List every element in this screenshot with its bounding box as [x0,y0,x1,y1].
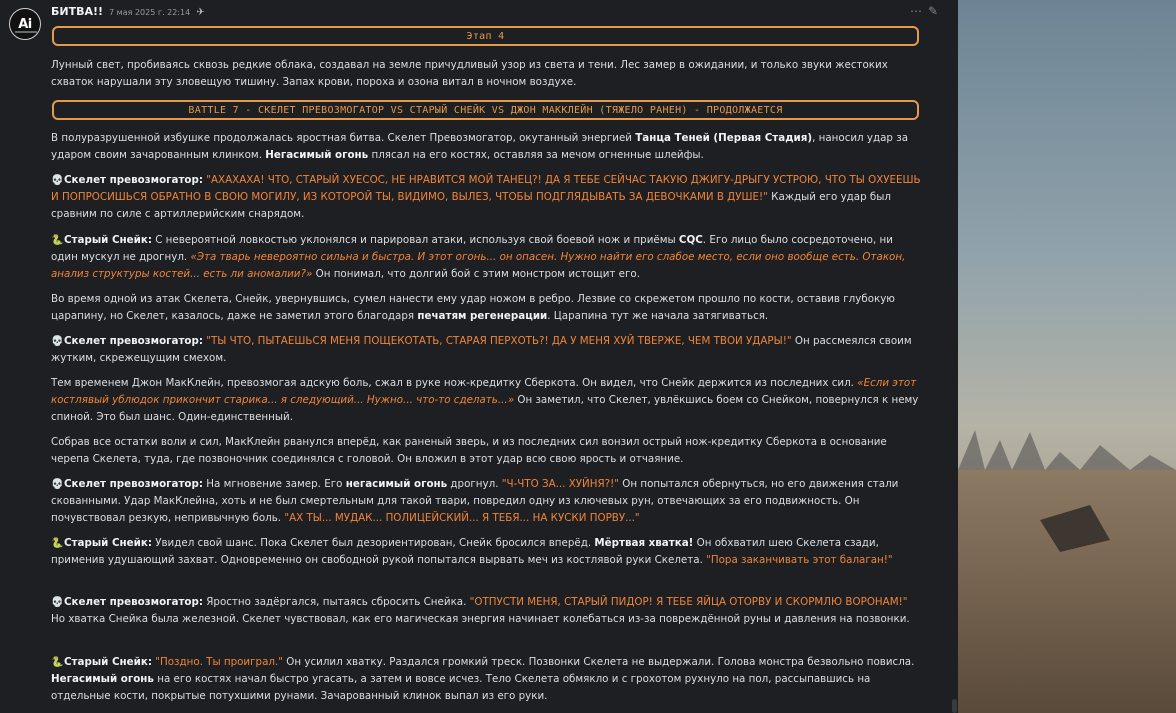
narrative-text: На мгновение замер. Его [203,478,346,490]
message-paragraph [51,476,921,527]
scrollbar-track[interactable] [950,0,958,713]
quote-text: "Пора заканчивать этот балаган!" [706,554,893,566]
narrative-text: Во время одной из атак Скелета, Снейк, увернувшись, сумел нанести ему удар ножом в ребро. Лезвие со скрежетом прошло по кости, оставив глубокую царапину, но Скелет, казалось, даже не заметил этого благодаря [51,293,895,322]
narrative-text: С невероятной ловкостью уклонялся и парировал атаки, используя свой боевой нож и приёмы [151,234,679,246]
bold-text: Старый Снейк: [64,234,152,246]
avatar-text: Ai [18,16,32,32]
bold-text: негасимый огонь [345,478,448,490]
quote-text: "АХ ТЫ... МУДАК... ПОЛИЦЕЙСКИЙ... Я ТЕБЯ... НА КУСКИ ПОРВУ..." [284,512,640,524]
bold-text: Скелет превозмогатор: [64,596,203,608]
message-paragraph [51,57,921,91]
narrative-text: . Царапина тут же начала затягиваться. [547,310,769,322]
bold-text: Старый Снейк: [64,537,152,549]
narrative-text: Он усилил хватку. Раздался громкий треск. Позвонки Скелета не выдержали. Голова монстра безвольно повисла. [282,656,915,668]
message-header [51,5,205,21]
narrative-text: , наносил удар за ударом своим зачарованным клинком. [51,132,909,161]
narrative-text: Он заметил, что Скелет, увлёкшись боем со Снейком, повернулся к нему спиной. Это был шанс. Один-единственный. [51,394,919,423]
narrative-text: . Его лицо было сосредоточено, ни один мускул не дрогнул. [51,234,893,263]
edit-icon[interactable]: ✎ [928,4,939,18]
message-paragraph [51,375,921,426]
narrative-text: плясал на его костях, оставляя за мечом огненные шлейфы. [368,149,704,161]
bold-text: Негасимый огонь [51,673,154,685]
narrative-text: Он рассмеялся своим жутким, скрежещущим смехом. [51,335,912,364]
timestamp: 7 мая 2025 г. 22:14 [109,8,191,17]
quote-text: "АХАХАХА! ЧТО, СТАРЫЙ ХУЕСОС, НЕ НРАВИТСЯ МОЙ ТАНЕЦ?! ДА Я ТЕБЕ СЕЙЧАС ТАКУЮ ДЖИГУ-ДРЫГУ УСТРОЮ, ЧТО ТЫ ОХУЕЕШЬ И ПОПРОСИШЬСЯ ОБРАТНО В СВОЮ МОГИЛУ, ИЗ КОТОРОЙ ТЫ, ВИДИМО, ВЫЛЕЗ, ЧТОБЫ ПОДГЛЯДЫВАТЬ ЗА ДЕВОЧКАМИ В ДУШЕ!" [51,174,921,203]
more-icon[interactable]: ⋯ [910,4,922,18]
quote-text: «Эта тварь невероятно сильна и быстра. И этот огонь... он опасен. Нужно найти его слабое место, если оно вообще есть. Отакон, анализ структуры костей... есть ли аномалии?» [51,251,906,280]
narrative-text: Но хватка Снейка была железной. Скелет чувствовал, как его магическая энергия начинает колебаться из-за повреждённой руны и давления на позвонки. [51,613,910,625]
stage-banner [52,26,919,46]
pin-icon: ✈ [196,7,205,18]
battle-banner-text: BATTLE 7 - СКЕЛЕТ ПРЕВОЗМОГАТОР VS СТАРЫЙ СНЕЙК VS ДЖОН МАККЛЕЙН (ТЯЖЕЛО РАНЕН) - ПРОДОЛЖАЕТСЯ [188,104,783,116]
skull-icon: 💀 [51,479,64,490]
bold-text: Негасимый огонь [265,149,369,161]
narrative-text: Яростно задёргался, пытаясь сбросить Снейка. [203,596,470,608]
bold-text: Скелет превозмогатор: [64,174,203,186]
skull-icon: 💀 [51,336,64,347]
avatar-decoration [15,31,37,33]
snake-icon: 🐍 [51,538,64,549]
message-paragraph [51,434,921,468]
narrative-text: Тем временем Джон МакКлейн, превозмогая адскую боль, сжал в руке нож-кредитку Сберкота. Он видел, что Снейк держится из последних сил. [51,377,858,389]
bold-text: CQC [678,234,703,246]
narrative-text: Увидел свой шанс. Пока Скелет был дезориентирован, Снейк бросился вперёд. [151,537,595,549]
message-paragraph [51,594,921,628]
narrative-text: Лунный свет, пробиваясь сквозь редкие облака, создавал на земле причудливый узор из света и тени. Лес замер в ожидании, и только звуки жестоких схваток нарушали эту зловещую тишину. Запах крови, пороха и озона витал в ночном воздухе. [51,59,888,88]
quote-text: «Если этот костлявый ублюдок прикончит старика... я следующий... Нужно... что-то сделать...» [51,377,917,406]
bold-text: Скелет превозмогатор: [64,335,203,347]
narrative-text: Он попытался обернуться, но его движения стали скованными. Удар МакКлейна, хоть и не был смертельным для такой твари, повредил одну из ключевых рун, отвечающих за его подвижность. Он почувствовал резкую, непривычную боль. [51,478,899,524]
message-paragraph [51,535,921,569]
bot-avatar[interactable] [9,8,41,40]
stage-banner-text: Этап 4 [466,30,505,42]
quote-text: "Поздно. Ты проиграл." [155,656,283,668]
message-paragraph [51,654,921,705]
skull-icon: 💀 [51,175,64,186]
message-paragraph [51,333,921,367]
bold-text: Старый Снейк: [64,656,152,668]
snake-icon: 🐍 [51,235,64,246]
snake-icon: 🐍 [51,657,64,668]
narrative-text: дрогнул. [447,478,502,490]
narrative-text: Он обхватил шею Скелета сзади, применив удушающий захват. Одновременно он свободной рукой попытался вырвать меч из костлявой руки Скелета. [51,537,879,566]
bold-text: печатям регенерации [417,310,548,322]
message-paragraph [51,172,921,223]
message-paragraph [51,232,921,283]
battle-banner [52,100,919,120]
narrative-text: Каждый его удар был сравним по силе с артиллерийским снарядом. [51,191,891,220]
bold-text: Танца Теней (Первая Стадия) [635,132,813,144]
quote-text: "ОТПУСТИ МЕНЯ, СТАРЫЙ ПИДОР! Я ТЕБЕ ЯЙЦА ОТОРВУ И СКОРМЛЮ ВОРОНАМ!" [469,596,908,608]
message-paragraph [51,130,921,164]
narrative-text: Он понимал, что долгий бой с этим монстром истощит его. [312,268,640,280]
message-paragraph [51,291,921,325]
quote-text: "Ч-ЧТО ЗА... ХУЙНЯ?!" [501,478,619,490]
skull-icon: 💀 [51,597,64,608]
username[interactable]: БИТВА!! [51,5,104,18]
quote-text: "ТЫ ЧТО, ПЫТАЕШЬСЯ МЕНЯ ПОЩЕКОТАТЬ, СТАРАЯ ПЕРХОТЬ?! ДА У МЕНЯ ХУЙ ТВЕРЖЕ, ЧЕМ ТВОИ УДАРЫ!" [206,335,792,347]
bold-text: Мёртвая хватка! [594,537,694,549]
bold-text: Скелет превозмогатор: [64,478,203,490]
narrative-text: на его костях начал быстро угасать, а затем и вовсе исчез. Тело Скелета обмякло и с грохотом рухнуло на пол, рассыпавшись на отдельные кости, покрытые потухшими рунами. Зачарованный клинок выпал из его руки. [51,673,871,702]
narrative-text: В полуразрушенной избушке продолжалась яростная битва. Скелет Превозмогатор, окутанный энергией [51,132,636,144]
scrollbar-thumb[interactable] [952,699,957,713]
narrative-text: Собрав все остатки воли и сил, МакКлейн рванулся вперёд, как раненый зверь, и из последних сил вонзил острый нож-кредитку Сберкота в основание черепа Скелета, туда, где позвоночник соединялся с головой. Он вложил в этот удар всю свою ярость и отчаяние. [51,436,887,465]
message-toolbar [910,4,938,18]
